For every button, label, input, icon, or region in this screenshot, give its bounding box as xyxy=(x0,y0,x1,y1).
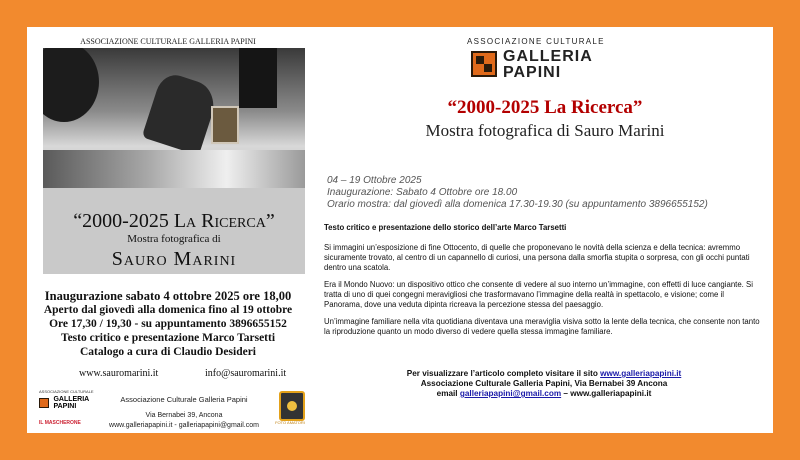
visit-link[interactable]: www.galleriapapini.it xyxy=(600,369,682,378)
gallery-logo-icon xyxy=(39,398,49,408)
photo-legs-shape xyxy=(239,48,277,108)
mascherone-logo: IL MASCHERONE xyxy=(39,420,81,426)
date-range: 04 – 19 Ottobre 2025 xyxy=(327,175,422,186)
logo-name-line1: GALLERIA xyxy=(503,48,593,65)
poster-artist: Sauro Marini xyxy=(111,248,237,270)
hours-line: Orario mostra: dal giovedì alla domenica 17.30-19.30 (su appuntamento 3896655152) xyxy=(327,199,708,210)
gallery-logo-icon xyxy=(471,51,497,77)
photo-tire-shape xyxy=(43,48,99,122)
gallery-address: Associazione Culturale Galleria Papini, Via Bernabei 39 Ancona xyxy=(420,379,668,388)
poster-subtitle: Mostra fotografica di xyxy=(127,233,221,245)
footer-logo-name-2: PAPINI xyxy=(53,402,77,410)
poster-hours-line: Ore 17,30 / 19,30 - su appuntamento 3896655152 xyxy=(49,318,287,330)
email-link[interactable]: galleriapapini@gmail.com xyxy=(459,389,562,398)
exhibition-photo xyxy=(43,48,305,188)
exhibition-subtitle: Mostra fotografica di Sauro Marini xyxy=(425,121,665,140)
article-text xyxy=(324,223,764,344)
poster-opening-line: Aperto dal giovedì alla domenica fino al 19 ottobre xyxy=(43,304,293,316)
article-paragraph-2: Era il Mondo Nuovo: un dispositivo ottico che consente di vedere al suo interno un’immagine, con effetti di luce cangiante. Si tratta di uno di quei congegni meravigliosi che trasformavano l’immagine della realtà in spettacolo, e visione; come il Panorama, dove una veduta dipinta ricreava la percezione stessa del paesaggio. xyxy=(324,280,753,309)
email-suffix: – www.galleriapapini.it xyxy=(561,389,652,398)
poster-website[interactable]: www.sauromarini.it xyxy=(79,368,159,379)
exhibition-title: “2000-2025 La Ricerca” xyxy=(447,97,643,118)
article-paragraph-1: Si immagini un’esposizione di fine Ottocento, di quelle che proponevano le novità della scienza e della tecnica: avremmo sicuramente trovato, al centro di un capannello di curiosi, una persona dalla smorfia stupita o sorpresa, con gli occhi puntati dentro una scatola. xyxy=(324,243,750,272)
poster-email[interactable]: info@sauromarini.it xyxy=(205,368,287,379)
photo-reflection xyxy=(43,150,305,188)
email-prefix: email xyxy=(436,389,460,398)
poster-title-panel xyxy=(43,188,305,274)
exhibition-poster xyxy=(35,35,305,429)
footer-logo-name-1: GALLERIA xyxy=(53,395,90,403)
poster-catalog-line: Catalogo a cura di Claudio Desideri xyxy=(79,346,256,358)
visit-prefix: Per visualizzare l’articolo completo visitare il sito xyxy=(406,369,601,378)
exhibition-dates xyxy=(327,175,708,211)
footer-address: Via Bernabei 39, Ancona xyxy=(145,412,223,419)
logo-caption: ASSOCIAZIONE CULTURALE xyxy=(467,37,605,46)
poster-footer-logo xyxy=(39,389,99,426)
article-paragraph-3: Un’immagine familiare nella vita quotidiana diventava una meraviglia visiva sotto la lente della tecnica, che consente non tanto la riproduzione quanto un modo diverso di vedere quella stessa immagine familiare. xyxy=(324,317,760,336)
photo-box-shape xyxy=(211,106,239,144)
logo-name-line2: PAPINI xyxy=(503,64,562,81)
invitation-card xyxy=(27,27,773,433)
footer-logo-caption: ASSOCIAZIONE CULTURALE xyxy=(39,389,94,394)
photo-person-shape xyxy=(142,70,221,155)
poster-inauguration: Inaugurazione sabato 4 ottobre 2025 ore 18,00 xyxy=(44,289,292,303)
footer-org-name: Associazione Culturale Galleria Papini xyxy=(120,395,248,404)
contact-info xyxy=(324,369,764,399)
footer-web: www.galleriapapini.it - galleriapapini@gmail.com xyxy=(109,422,259,429)
foto-amatori-label: FOTO AMATORI xyxy=(275,420,305,425)
poster-footer-address xyxy=(109,395,259,431)
poster-title: “2000-2025 La Ricerca” xyxy=(73,210,275,232)
camera-logo-icon xyxy=(279,391,305,421)
article-heading: Testo critico e presentazione dello storico dell’arte Marco Tarsetti xyxy=(324,223,567,232)
poster-association-header: ASSOCIAZIONE CULTURALE GALLERIA PAPINI xyxy=(80,37,256,46)
inauguration-line: Inaugurazione: Sabato 4 Ottobre ore 18.00 xyxy=(327,187,518,198)
poster-critic-line: Testo critico e presentazione Marco Tarsetti xyxy=(60,332,276,344)
